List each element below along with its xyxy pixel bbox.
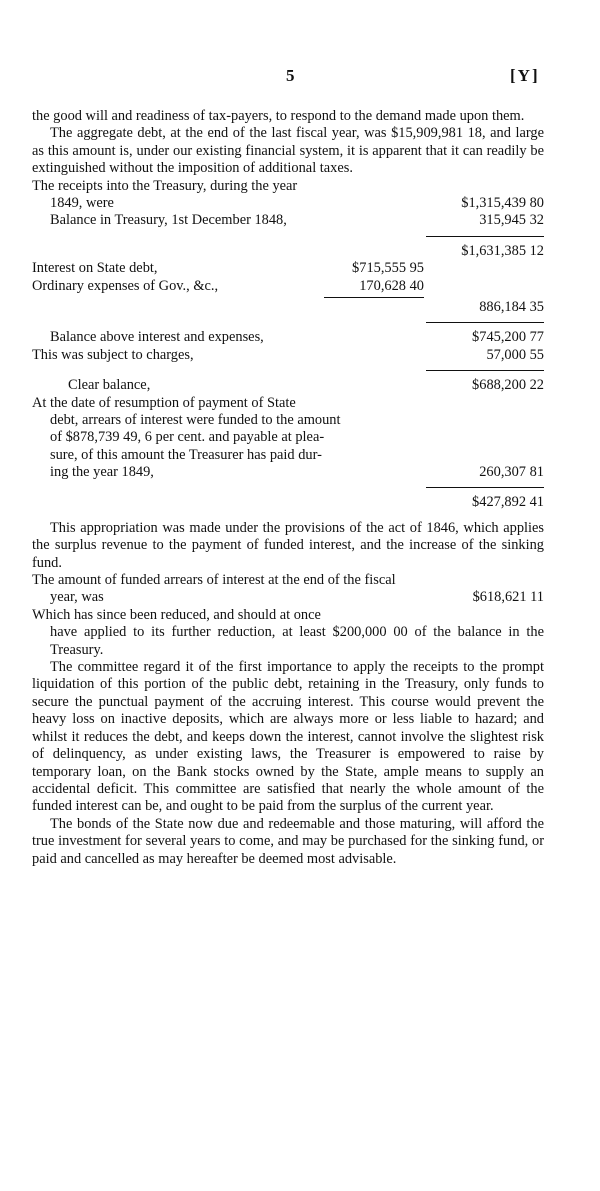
paragraph-continuation: the good will and readiness of tax-payers, to respond to the demand made upon them. [32, 108, 525, 124]
expenses-amount: 170,628 40 [359, 277, 424, 294]
receipts-intro-row [32, 178, 544, 195]
clear-balance-row [32, 377, 544, 394]
funded-intro-row [32, 572, 544, 589]
interest-row [32, 260, 544, 277]
funded-amount: $618,621 11 [472, 589, 544, 606]
expenses-total-row [32, 299, 544, 316]
sum-rule [426, 322, 544, 325]
clear-balance-amount: $688,200 22 [472, 377, 544, 394]
balance-above-amount: $745,200 77 [472, 329, 544, 346]
funded-label: year, was [50, 589, 104, 606]
sum-rule [426, 487, 544, 490]
page-number: 5 [286, 66, 295, 85]
balance-above-label: Balance above interest and expenses, [50, 329, 264, 346]
sum-rule [426, 370, 544, 373]
interest-label: Interest on State debt, [32, 260, 158, 277]
subtotal-row [32, 243, 544, 260]
resumption-row [32, 447, 544, 464]
paragraph-bonds: The bonds of the State now due and redeemable and those maturing, will afford the true investment for several years to come, and may be purchased for the sinking fund, or paid and cancelled as may hereafter be deemed most advisable. [32, 815, 544, 867]
reduced-intro-text: Which has since been reduced, and should at once [32, 606, 321, 623]
page-signature-mark: [Y] [510, 66, 540, 85]
treasury-balance-amount: 315,945 32 [479, 212, 544, 229]
receipts-amount: $1,315,439 80 [461, 195, 544, 212]
resumption-last-text: ing the year 1849, [50, 464, 154, 481]
clear-balance-label: Clear balance, [68, 377, 151, 394]
receipts-intro-label: The receipts into the Treasury, during the year [32, 177, 298, 194]
expenses-label: Ordinary expenses of Gov., &c., [32, 277, 219, 294]
interest-amount: $715,555 95 [352, 260, 424, 277]
treasury-balance-row [32, 212, 544, 229]
expenses-row [32, 278, 544, 295]
funded-row [32, 589, 544, 606]
final-total-amount: $427,892 41 [472, 494, 544, 511]
paragraph-aggregate-debt: The aggregate debt, at the end of the last fiscal year, was $15,909,981 18, and large as this amount is, under our existing financial system, it is apparent that it can readily be extinguished without the imposition of additional taxes. [32, 125, 544, 177]
resumption-last-row [32, 464, 544, 481]
resumption-text: sure, of this amount the Treasurer has paid dur- [50, 446, 322, 463]
balance-above-row [32, 329, 544, 346]
resumption-first-text: At the date of resumption of payment of State [32, 394, 296, 411]
resumption-text: of $878,739 49, 6 per cent. and payable at plea- [50, 429, 325, 446]
charges-row [32, 347, 544, 364]
expenses-rule [324, 297, 424, 298]
subtotal-amount: $1,631,385 12 [461, 242, 544, 259]
paragraph-committee: The committee regard it of the first importance to apply the receipts to the prompt liquidation of this portion of the public debt, retaining in the Treasury, only funds to secure the punctual payment of the accruing interest. This course would prevent the heavy loss on inactive deposits, which are always more or less liable to hazard; and whilst it reduces the debt, and keeps down the interest, cannot involve the slightest risk of delinquency, as under existing laws, the Treasurer is empowered to raise by temporary loan, on the Bank stocks owned by the State, ample means to supply an accidental deficit. This committee are satisfied that nearly the whole amount of the funded interest can be, and ought to be paid from the surplus of the current year. [32, 659, 544, 815]
document-body [32, 108, 544, 868]
charges-amount: 57,000 55 [486, 346, 544, 363]
sum-rule [426, 236, 544, 239]
charges-label: This was subject to charges, [32, 346, 194, 363]
final-total-row [32, 494, 544, 511]
funded-intro-text: The amount of funded arrears of interest at the end of the fiscal [32, 572, 396, 589]
expenses-total-amount: 886,184 35 [479, 298, 544, 315]
page-header [0, 66, 600, 90]
resumption-row [32, 412, 544, 429]
paragraph-appropriation: This appropriation was made under the provisions of the act of 1846, which applies the surplus revenue to the payment of funded interest, and the increase of the sinking fund. [32, 519, 544, 571]
resumption-first-row [32, 395, 544, 412]
receipts-row [32, 195, 544, 212]
receipts-label: 1849, were [50, 195, 114, 212]
reduced-rest-text: have applied to its further reduction, at least $200,000 00 of the balance in the Treasury. [50, 624, 544, 658]
reduced-intro-row [32, 607, 544, 624]
treasury-balance-label: Balance in Treasury, 1st December 1848, [50, 212, 287, 229]
resumption-text: debt, arrears of interest were funded to the amount [50, 411, 341, 428]
resumption-row [32, 429, 544, 446]
resumption-amount: 260,307 81 [479, 464, 544, 481]
